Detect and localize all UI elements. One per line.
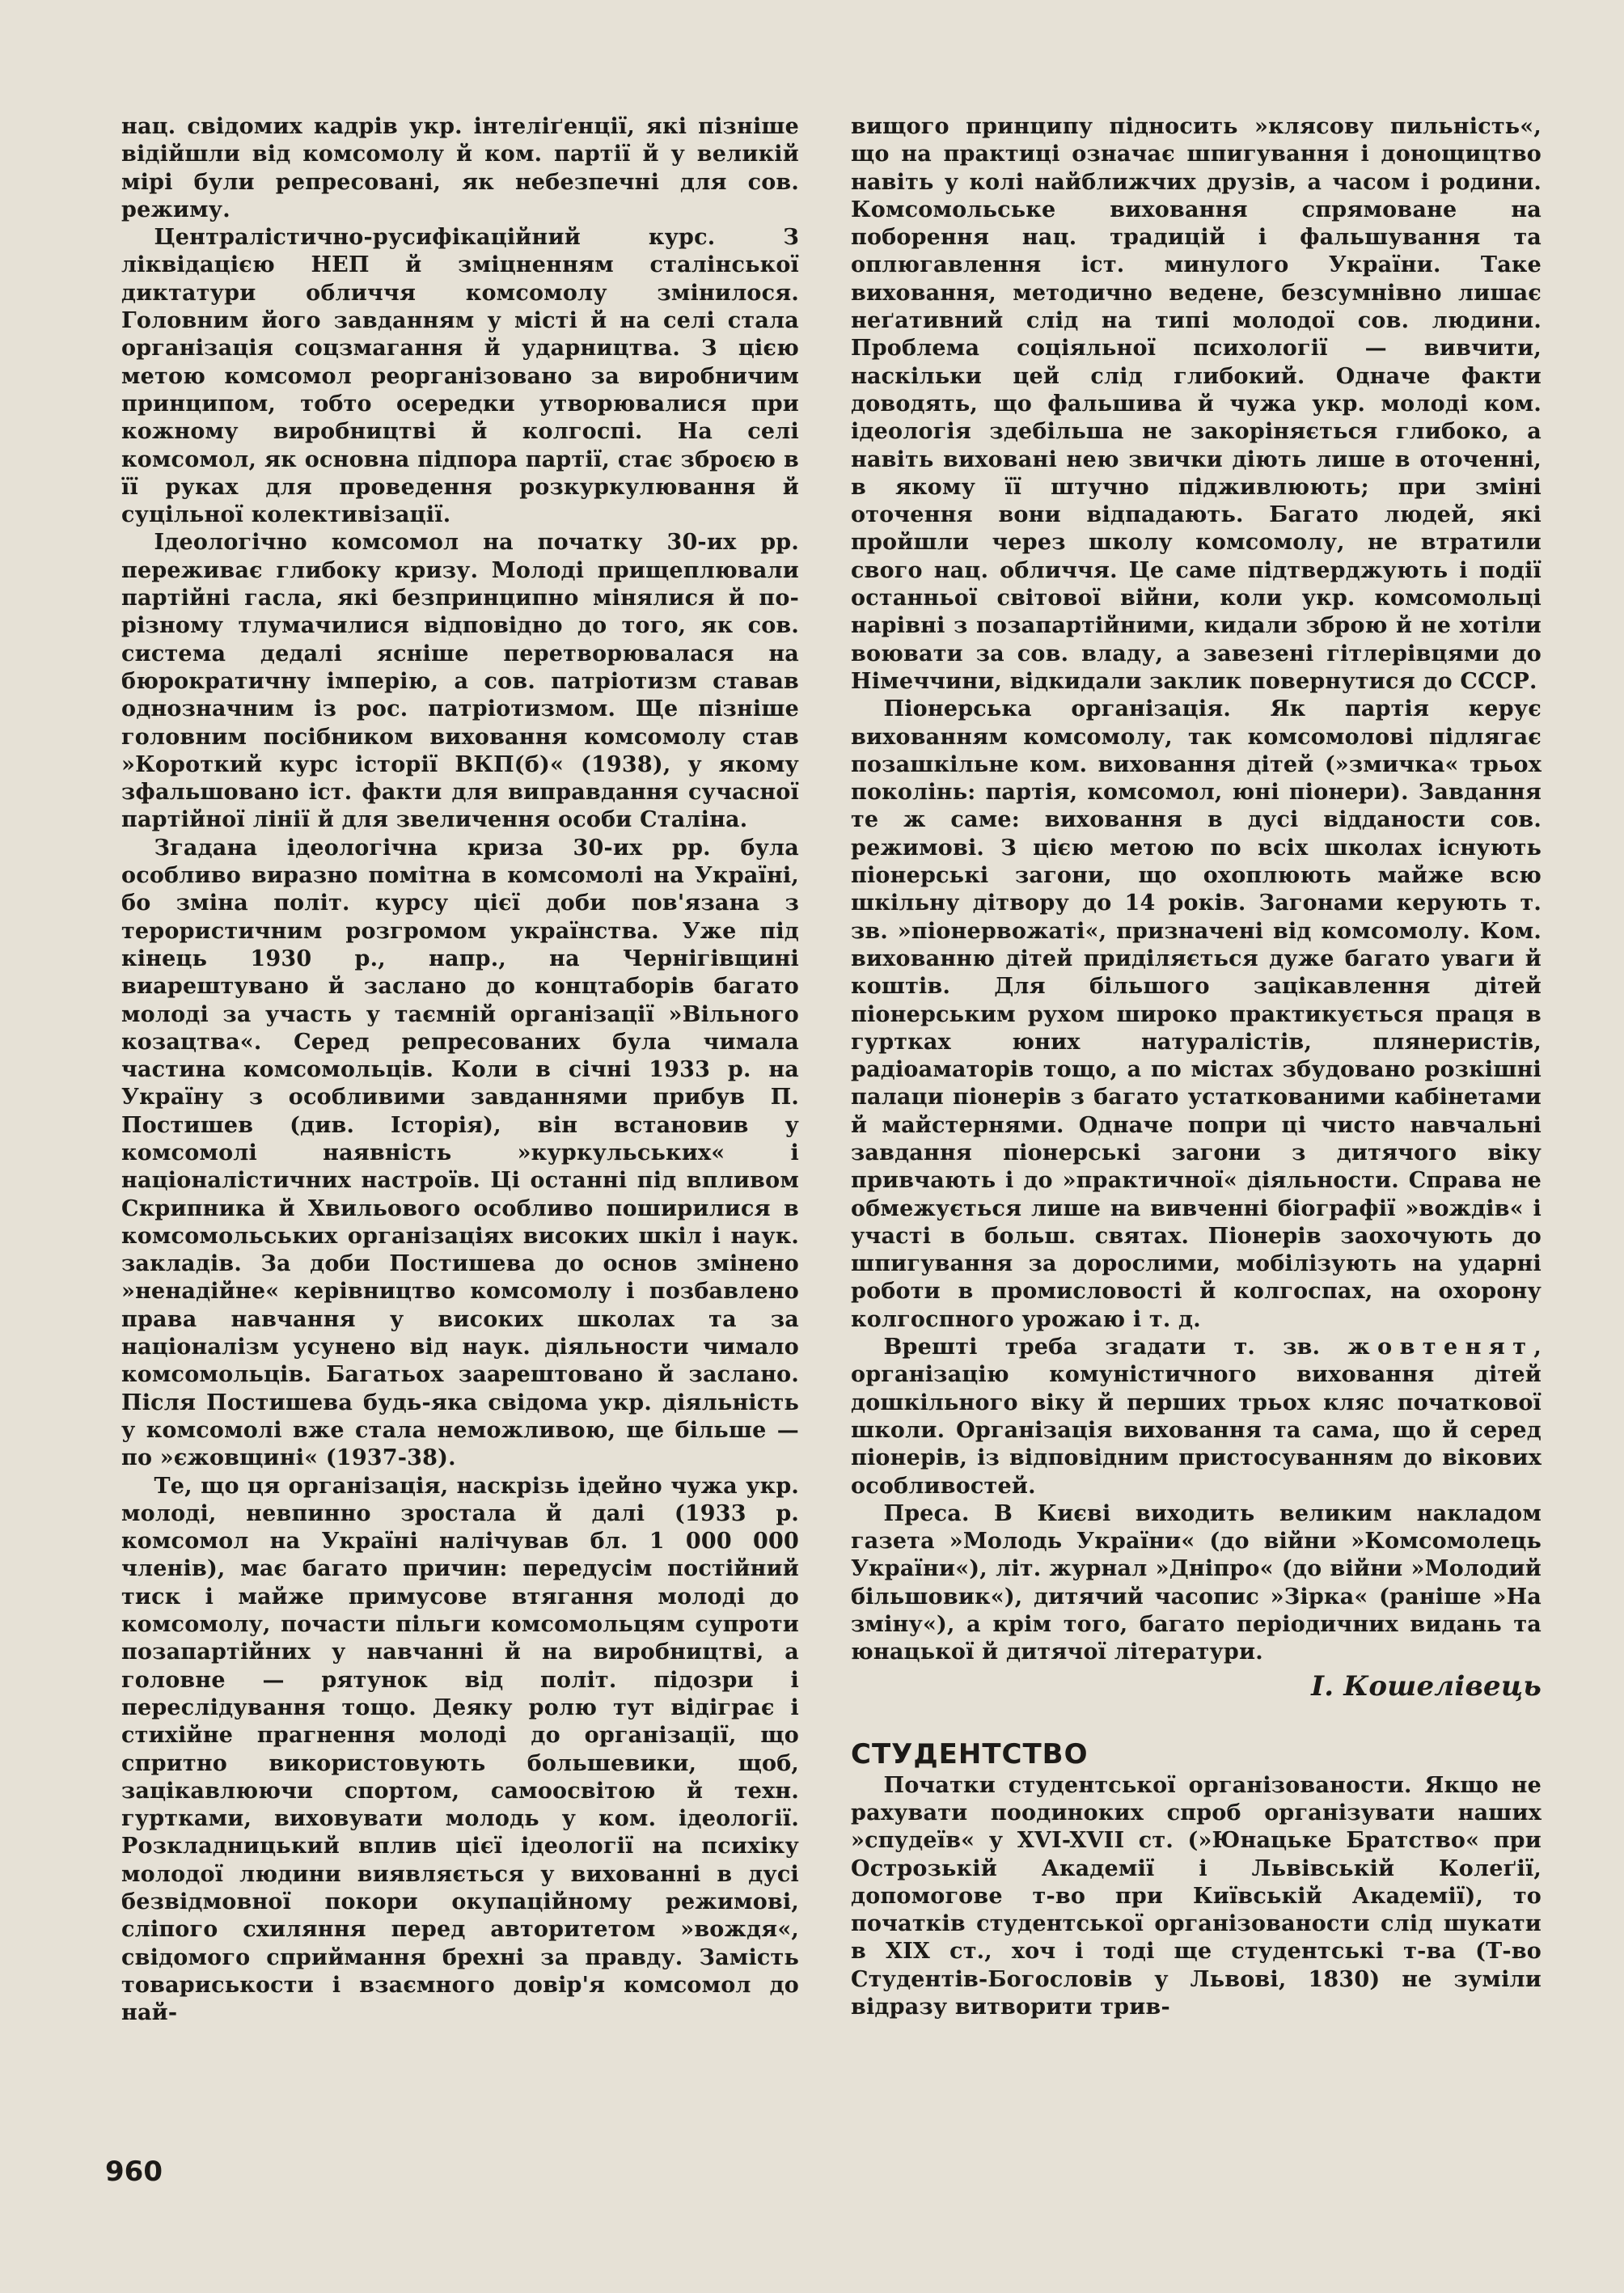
paragraph	[851, 1772, 1542, 2022]
paragraph-body: В Києві виходить великим накладом газета »Молодь України« (до війни »Комсомолець України«), літ. журнал »Дніпро« (до війни »Молодий більшовик«), дитячий часопис »Зірка« (раніше »На зміну«), а крім того, багато періодичних видань та юнацької й дитячої літератури.	[851, 1500, 1542, 1665]
paragraph-body: Врешті треба згадати т. зв.	[883, 1335, 1348, 1360]
paragraph-body: З ліквідацією НЕП й зміцненням сталінської диктатури обличчя комсомолу змінилося. Головним його завданням у місті й на селі стала організація соцзмагання й ударництва. З цією метою комсомол реорганізовано за виробничим принципом, тобто осередки утворювалися при кожному виробництві й колгоспі. На селі комсомол, як основна підпора партії, стає зброєю в її руках для проведення розкуркулювання й суцільної колективізації.	[121, 225, 799, 528]
paragraph	[851, 1500, 1542, 1667]
paragraph-body: , організацію комуністичного виховання дітей дошкільного віку й перших трьох кляс початкової школи. Організація виховання та сама, що й серед піонерів, із відповідним пристосуванням до вікових особливостей.	[851, 1335, 1542, 1499]
paragraph-heading: Преса.	[883, 1500, 970, 1526]
paragraph	[851, 696, 1542, 1334]
paragraph-heading: Початки студентської організованости.	[883, 1772, 1412, 1798]
page-number: 960	[105, 2156, 163, 2188]
paragraph-heading: Піонерська організація.	[883, 696, 1232, 722]
paragraph: Те, що ця організація, наскрізь ідейно чужа укр. молоді, невпинно зростала й далі (1933 р. комсомол на Україні налічував бл. 1 000 000 членів), має багато причин: передусім постійний тиск і майже примусове втягання молоді до комсомолу, почасти пільги комсомольцям супроти позапартійних у навчанні й на виробництві, а головне — рятунок від політ. підозри і переслідування тощо. Деяку ролю тут відіграє і стихійне прагнення молоді до організації, що спритно використовують большевики, щоб, зацікавлюючи спортом, самоосвітою й техн. гуртками, виховувати молодь у ком. ідеології. Розкладницький вплив цієї ідеології на психіку молодої людини виявляється у вихованні в дусі безвідмовної покори окупаційному режимові, сліпого схиляння перед авторитетом »вождя«, свідомого сприймання брехні за правду. Замість товариськости і взаємного довір'я комсомол до най-	[121, 1473, 799, 2026]
paragraph	[851, 1334, 1542, 1500]
paragraph	[121, 224, 799, 529]
paragraph: вищого принципу підносить »клясову пильність«, що на практиці означає шпигування і донощицтво навіть у колі найближчих друзів, а часом і родини. Комсомольське виховання спрямоване на поборення нац. традицій і фальшування та оплюгавлення іст. минулого України. Таке виховання, методично ведене, безсумнівно лишає неґативний слід на типі молодої сов. людини. Проблема соціяльної психології — вивчити, наскільки цей слід глибокий. Одначе факти доводять, що фальшива й чужа укр. молоді ком. ідеологія здебільша не закоріняється глибоко, а навіть виховані нею звички діють лише в оточенні, в якому її штучно підживлюють; при зміні оточення вони відпадають. Багато людей, які пройшли через школу комсомолу, не втратили свого нац. обличчя. Це саме підтверджують і події останньої світової війни, коли укр. комсомольці нарівні з позапартійними, кидали зброю й не хотіли воювати за сов. владу, а завезені гітлерівцями до Німеччини, відкидали заклик повернутися до СССР.	[851, 114, 1542, 694]
paragraph: Ідеологічно комсомол на початку 30-их рр. переживає глибоку кризу. Молоді прищеплювали партійні гасла, які безпринципно мінялися й по-різному тлумачилися відповідно до того, як сов. система дедалі ясніше перетворювалася на бюрократичну імперію, а сов. патріотизм ставав однозначним із рос. патріотизмом. Ще пізніше головним посібником виховання комсомолу став »Короткий курс історії ВКП(б)« (1938), у якому зфальшовано іст. факти для виправдання сучасної партійної лінії й для звеличення особи Сталіна.	[121, 530, 799, 833]
paragraph-heading: Централістично-русифікаційний курс.	[154, 225, 716, 251]
paragraph-body: Якщо не рахувати поодиноких спроб організувати наших »спудеїв« у XVI-XVII ст. (»Юнацьке Братство« при Острозькій Академії і Львівській Колеґії, допомогове т-во при Київській Академії), то початків студентської організованости слід шукати в XIX ст., хоч і тоді ще студентські т-ва (Т-во Студентів-Богословів у Львові, 1830) не зуміли відразу витворити трив-	[851, 1772, 1542, 2020]
paragraph-body: Як партія керує вихованням комсомолу, так комсомолові підлягає позашкільне ком. виховання дітей (»змичка« трьох поколінь: партія, комсомол, юні піонери). Завдання те ж саме: виховання в дусі відданости сов. режимові. З цією метою по всіх школах існують піонерські загони, що охоплюють майже всю шкільну дітвору до 14 років. Загонами керують т. зв. »піонервожаті«, призначені від комсомолу. Ком. вихованню дітей приділяється дуже багато уваги й коштів. Для більшого зацікавлення дітей піонерським рухом широко практикується праця в гуртках юних натуралістів, плянеристів, радіоаматорів тощо, а по містах збудовано розкішні палаци піонерів з багато устаткованими кабінетами й майстернями. Одначе попри ці чисто навчальні завдання піонерські загони з дитячого віку привчають і до »практичної« діяльности. Справа не обмежується лише на вивченні біографії »вождів« і участі в больш. святах. Піонерів заохочують до шпигування за дорослими, мобілізують на ударні роботи в промисловості й колгоспах, на охорону колгоспного урожаю і т. д.	[851, 696, 1542, 1332]
spaced-term: жовтенят	[1347, 1335, 1534, 1360]
paragraph: Згадана ідеологічна криза 30-их рр. була особливо виразно помітна в комсомолі на Україні, бо зміна політ. курсу цієї доби пов'язана з терористичним розгромом українства. Уже під кінець 1930 р., напр., на Чернігівщині виарештувано й заслано до концтаборів багато молоді за участь у таємній організації »Вільного козацтва«. Серед репресованих була чимала частина комсомольців. Коли в січні 1933 р. на Україну з особливими завданнями прибув П. Постишев (див. Історія), він встановив у комсомолі наявність »куркульських« і націоналістичних настроїв. Ці останні під впливом Скрипника й Хвильового особливо поширилися в комсомольських організаціях високих шкіл і наук. закладів. За доби Постишева до основ змінено »ненадійне« керівництво комсомолу і позбавлено права навчання у високих школах та за націоналізм усунено від наук. діяльности чимало комсомольців. Багатьох заарештовано й заслано. Після Постишева будь-яка свідома укр. діяльність у комсомолі вже стала неможливою, ще більше — по »єжовщині« (1937-38).	[121, 835, 799, 1471]
left-column	[121, 113, 799, 2027]
right-column	[851, 113, 1542, 2021]
paragraph: нац. свідомих кадрів укр. інтеліґенції, які пізніше відійшли від комсомолу й ком. партії й у великій мірі були репресовані, як небезпечні для сов. режиму.	[121, 114, 799, 222]
author-signature: І. Кошелівець	[1311, 1669, 1542, 1703]
section-title: СТУДЕНТСТВО	[851, 1737, 1089, 1771]
